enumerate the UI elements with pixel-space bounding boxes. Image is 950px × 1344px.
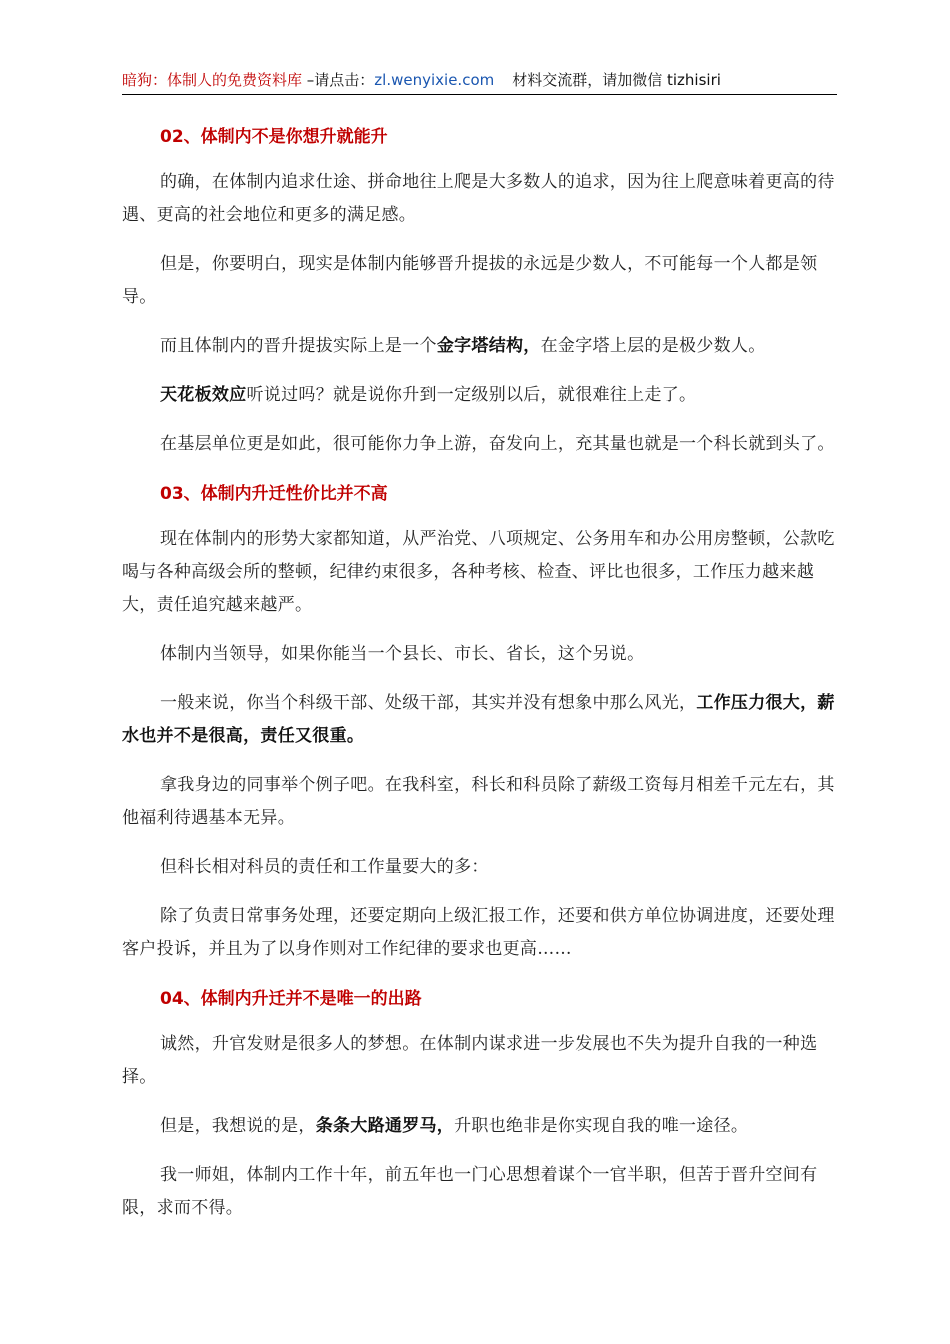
bold-phrase: 工作压力很大，薪水也并不是很高，责任又很重。: [122, 693, 835, 746]
paragraph: 的确，在体制内追求仕途、拼命地往上爬是大多数人的追求，因为往上爬意味着更高的待遇、更高的社会地位和更多的满足感。: [122, 172, 835, 225]
paragraph: 但科长相对科员的责任和工作量要大的多：: [160, 857, 489, 877]
paragraph: [122, 687, 838, 753]
section-heading-04: 04、体制内升迁并不是唯一的出路: [160, 989, 422, 1009]
section-heading-03: 03、体制内升迁性价比并不高: [160, 484, 388, 504]
paragraph: 在基层单位更是如此，很可能你力争上游，奋发向上，充其量也就是一个科长就到头了。: [160, 434, 835, 454]
paragraph: 拿我身边的同事举个例子吧。在我科室，科长和科员除了薪级工资每月相差千元左右，其他福利待遇基本无异。: [122, 775, 835, 828]
paragraph: 除了负责日常事务处理，还要定期向上级汇报工作，还要和供方单位协调进度，还要处理客户投诉，并且为了以身作则对工作纪律的要求也更高……: [122, 906, 835, 959]
bold-phrase: 金字塔结构，: [436, 336, 541, 356]
paragraph: 体制内当领导，如果你能当一个县长、市长、省长，这个另说。: [160, 644, 645, 664]
text-span: 听说过吗？就是说你升到一定级别以后，就很难往上走了。: [246, 385, 697, 405]
page-header: [122, 70, 837, 95]
paragraph: 现在体制内的形势大家都知道，从严治党、八项规定、公务用车和办公用房整顿，公款吃喝与各种高级会所的整顿，纪律约束很多，各种考核、检查、评比也很多，工作压力越来越大，责任追究越来越严。: [122, 529, 835, 615]
header-click-prefix: –请点击：: [302, 71, 375, 89]
header-url-link[interactable]: zl.wenyixie.com: [374, 71, 495, 89]
section-heading-02: 02、体制内不是你想升就能升: [160, 127, 388, 147]
header-brand: 暗狗：体制人的免费资料库: [122, 71, 303, 89]
paragraph: [122, 330, 838, 363]
header-group-text: 材料交流群，请加微信 tizhisiri: [512, 71, 721, 89]
text-span: 一般来说，你当个科级干部、处级干部，其实并没有想象中那么风光，: [160, 693, 697, 713]
text-span: 而且体制内的晋升提拔实际上是一个: [160, 336, 437, 356]
paragraph: 诚然，升官发财是很多人的梦想。在体制内谋求进一步发展也不失为提升自我的一种选择。: [122, 1034, 818, 1087]
paragraph: 但是，你要明白，现实是体制内能够晋升提拔的永远是少数人，不可能每一个人都是领导。: [122, 254, 818, 307]
bold-phrase: 条条大路通罗马，: [315, 1116, 455, 1136]
bold-phrase: 天花板效应: [160, 385, 247, 405]
paragraph: 我一师姐，体制内工作十年，前五年也一门心思想着谋个一官半职，但苦于晋升空间有限，求而不得。: [122, 1165, 818, 1218]
paragraph: [122, 1110, 838, 1143]
paragraph: [122, 379, 838, 412]
document-body: [122, 120, 838, 1241]
text-span: 升职也绝非是你实现自我的唯一途径。: [454, 1116, 749, 1136]
text-span: 在金字塔上层的是极少数人。: [540, 336, 766, 356]
text-span: 但是，我想说的是，: [160, 1116, 316, 1136]
